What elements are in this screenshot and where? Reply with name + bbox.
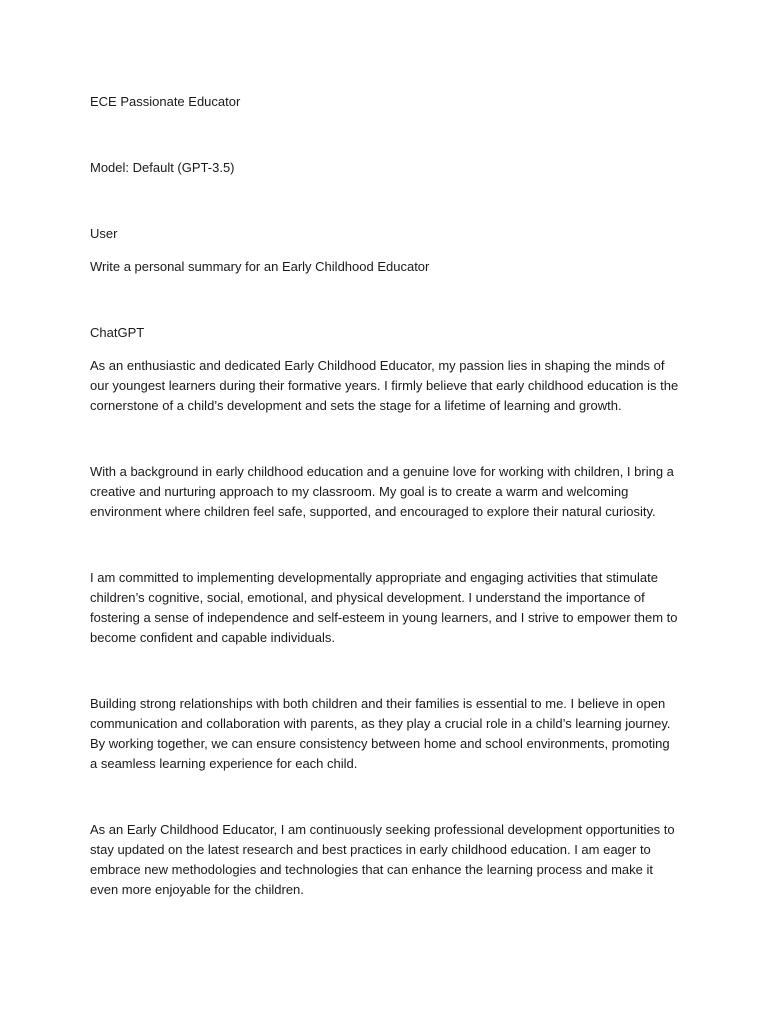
response-paragraph-4: Building strong relationships with both children and their families is essential to me. I believe in open communication and collaboration with parents, as they play a crucial role in a child’s learning journey. By working together, we can ensure consistency between home and school environments, promoting a seamless learning experience for each child.: [90, 696, 671, 771]
user-prompt: Write a personal summary for an Early Childhood Educator: [90, 259, 430, 274]
response-paragraph-2: With a background in early childhood education and a genuine love for working with children, I bring a creative and nurturing approach to my classroom. My goal is to create a warm and welcoming environment where children feel safe, supported, and encouraged to explore their natural curiosity.: [90, 464, 674, 519]
document-body: [90, 92, 680, 946]
response-paragraph-5: As an Early Childhood Educator, I am continuously seeking professional development opportunities to stay updated on the latest research and best practices in early childhood education. I am eager to embrace new methodologies and technologies that can enhance the learning process and make it even more enjoyable for the children.: [90, 822, 675, 897]
model-label: Model: Default (GPT-3.5): [90, 160, 235, 175]
user-role-label: User: [90, 226, 118, 241]
document-title: ECE Passionate Educator: [90, 94, 241, 109]
response-paragraph-3: I am committed to implementing developmentally appropriate and engaging activities that stimulate children’s cognitive, social, emotional, and physical development. I understand the importance of fostering a sense of independence and self-esteem in young learners, and I strive to empower them to become confident and capable individuals.: [90, 570, 678, 645]
response-paragraph-1: As an enthusiastic and dedicated Early Childhood Educator, my passion lies in shaping the minds of our youngest learners during their formative years. I firmly believe that early childhood education is the cornerstone of a child’s development and sets the stage for a lifetime of learning and growth.: [90, 358, 679, 413]
assistant-role-label: ChatGPT: [90, 325, 145, 340]
